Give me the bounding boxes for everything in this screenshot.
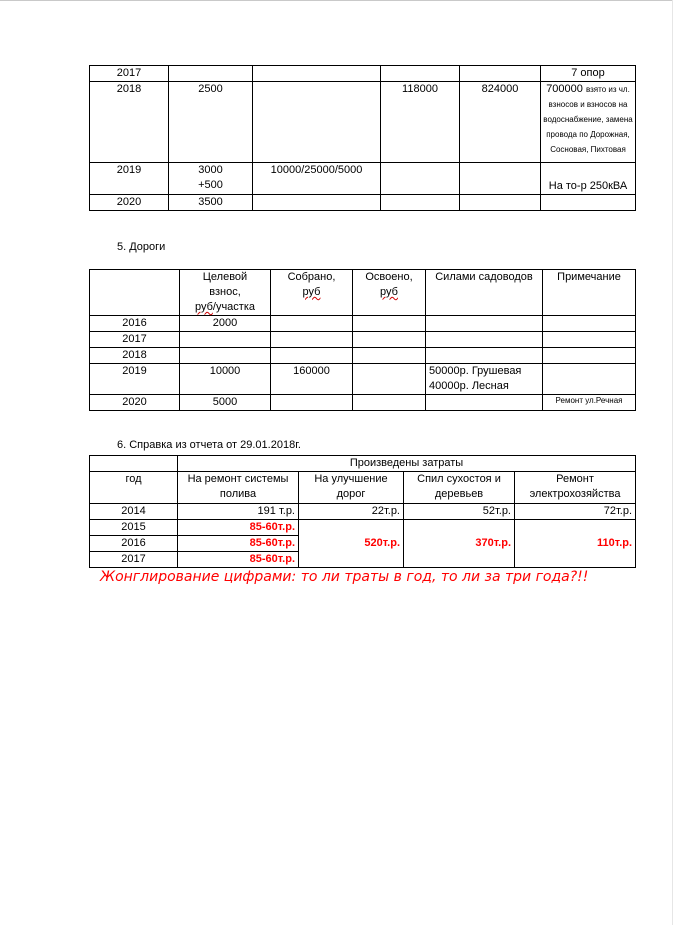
note-small: взято из чл. взносов и взносов на водоснабжение, замена провода по Дорожная, Сосновая, Пихтовая <box>543 85 633 154</box>
table-row <box>90 195 636 211</box>
header-collected-rub: руб <box>302 286 321 298</box>
note-cell: Ремонт ул.Речная <box>543 395 636 411</box>
year-cell: 2016 <box>90 536 178 552</box>
roads-table <box>89 269 636 411</box>
table-row <box>90 504 636 520</box>
year-cell: 2015 <box>90 520 178 536</box>
collected-cell: 160000 <box>271 364 353 395</box>
electric-cell: 72т.р. <box>515 504 636 520</box>
year-cell: 2020 <box>90 195 169 211</box>
fee-cell: 2000 <box>180 316 271 332</box>
note-cell <box>541 82 636 163</box>
table-row <box>90 163 636 195</box>
year-cell: 2017 <box>90 552 178 568</box>
table-row <box>90 520 636 536</box>
note-cell <box>541 163 636 195</box>
header-spent: Освоено, руб <box>353 270 426 316</box>
note-text: На то-р 250кВА <box>548 180 628 192</box>
irrigation-cell: 85-60т.р. <box>178 536 299 552</box>
header-note: Примечание <box>543 270 636 316</box>
fee-line-1: 3000 <box>198 164 223 176</box>
header-irrigation: На ремонт системы полива <box>178 472 299 504</box>
section-6-title: 6. Справка из отчета от 29.01.2018г. <box>117 439 301 451</box>
table-row <box>90 316 636 332</box>
fee-cell: 3500 <box>169 195 253 211</box>
header-spent-rub: руб <box>380 286 398 298</box>
roads-total-cell: 520т.р. <box>299 520 404 568</box>
year-cell: 2019 <box>90 163 169 195</box>
header-fee-word-rub: руб <box>194 301 213 313</box>
year-cell: 2020 <box>90 395 180 411</box>
table-row <box>90 332 636 348</box>
table-group-header-row <box>90 456 636 472</box>
group-header: Произведены затраты <box>178 456 636 472</box>
header-year: год <box>90 472 178 504</box>
header-fee-text: Целевой взнос, руб/участка <box>194 271 256 313</box>
header-collected: Собрано, руб <box>271 270 353 316</box>
note-cell: 7 опор <box>541 66 636 82</box>
page-top-border <box>0 0 673 1</box>
fee-cell <box>169 163 253 195</box>
roads-cell: 22т.р. <box>299 504 404 520</box>
year-cell: 2017 <box>90 66 169 82</box>
fee-cell: 2500 <box>169 82 253 163</box>
header-trees: Спил сухостоя и деревьев <box>404 472 515 504</box>
irrigation-cell: 85-60т.р. <box>178 520 299 536</box>
header-roads: На улучшение дорог <box>299 472 404 504</box>
year-cell: 2016 <box>90 316 180 332</box>
irrigation-cell: 191 т.р. <box>178 504 299 520</box>
year-cell: 2014 <box>90 504 178 520</box>
year-cell: 2018 <box>90 348 180 364</box>
fee-line-2: +500 <box>198 179 223 191</box>
volunteers-cell <box>426 364 543 395</box>
electricity-table <box>89 65 636 211</box>
table-row <box>90 395 636 411</box>
header-fee <box>180 270 271 316</box>
header-electric: Ремонт электрохозяйства <box>515 472 636 504</box>
table-row <box>90 66 636 82</box>
year-cell: 2018 <box>90 82 169 163</box>
red-comment: Жонглирование цифрами: то ли траты в год, то ли за три года?!! <box>100 569 589 585</box>
volunteers-line-2: 40000р. Лесная <box>429 380 509 392</box>
irrigation-cell: 85-60т.р. <box>178 552 299 568</box>
header-volunteers: Силами садоводов <box>426 270 543 316</box>
table-header-row <box>90 270 636 316</box>
table-header-row <box>90 472 636 504</box>
collected-cell: 118000 <box>381 82 460 163</box>
trees-cell: 52т.р. <box>404 504 515 520</box>
expenses-table <box>89 455 636 568</box>
electric-total-cell: 110т.р. <box>515 520 636 568</box>
table-row <box>90 364 636 395</box>
trees-total-cell: 370т.р. <box>404 520 515 568</box>
volunteers-line-1: 50000р. Грушевая <box>429 365 522 377</box>
fee-cell: 5000 <box>180 395 271 411</box>
note-main: 700000 <box>546 83 583 95</box>
section-5-title: 5. Дороги <box>117 241 166 253</box>
spent-cell: 824000 <box>460 82 541 163</box>
year-cell: 2017 <box>90 332 180 348</box>
fee-cell: 10000 <box>180 364 271 395</box>
year-cell: 2019 <box>90 364 180 395</box>
table-row <box>90 82 636 163</box>
table-row <box>90 348 636 364</box>
values-cell: 10000/25000/5000 <box>253 163 381 195</box>
